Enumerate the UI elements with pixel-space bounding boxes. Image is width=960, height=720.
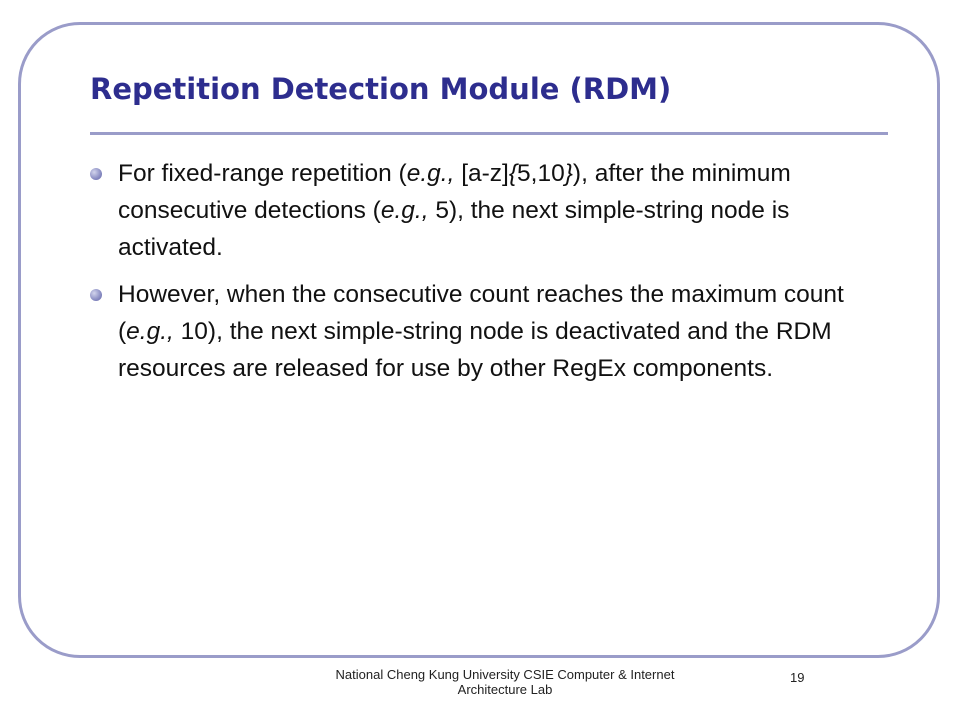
- text-run: [a-z]: [454, 160, 509, 187]
- text-run: However, when the consecutive count reaches the maximum count (: [118, 281, 844, 345]
- text-run: 5), the next simple-string node is activated.: [118, 197, 790, 261]
- bullet-dot-icon: [90, 289, 102, 301]
- title-divider: [90, 132, 888, 135]
- text-run: For fixed-range repetition (: [118, 160, 407, 187]
- text-run: 10), the next simple-string node is deactivated and the RDM resources are released for use by other RegEx components.: [118, 318, 832, 382]
- text-run: ), after the minimum consecutive detections (: [118, 160, 791, 224]
- bullet-text: [118, 160, 791, 261]
- slide-title: Repetition Detection Module (RDM): [90, 72, 672, 106]
- italic-text-run: e.g.,: [406, 160, 455, 187]
- page-number: 19: [790, 670, 805, 685]
- bullet-text: [118, 281, 844, 382]
- text-run: 5,10: [517, 160, 565, 187]
- italic-text-run: e.g.,: [380, 197, 429, 224]
- bullet-dot-icon: [90, 168, 102, 180]
- footer-text: National Cheng Kung University CSIE Computer & Internet Architecture Lab: [335, 667, 675, 697]
- italic-text-run: {: [508, 160, 518, 187]
- bullet-item: [90, 276, 880, 387]
- bullet-list: [90, 155, 880, 397]
- bullet-item: [90, 155, 880, 266]
- italic-text-run: e.g.,: [126, 318, 174, 345]
- italic-text-run: }: [564, 160, 573, 187]
